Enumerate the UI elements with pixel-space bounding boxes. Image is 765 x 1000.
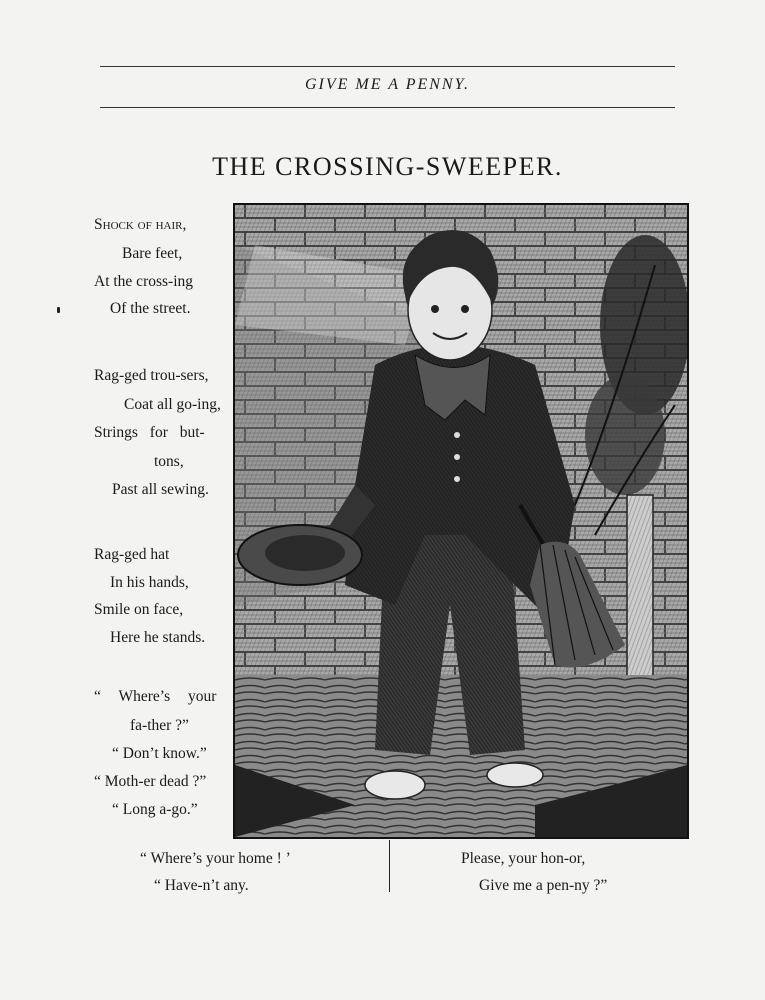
ink-speck <box>57 307 60 313</box>
poem-line: Of the street. <box>110 300 191 317</box>
poem-line: Smile on face, <box>94 601 184 618</box>
poem-line: tons, <box>154 453 184 470</box>
page-title: THE CROSSING-SWEEPER. <box>212 152 563 181</box>
engraving-svg <box>235 205 687 837</box>
crossing-sweeper-engraving <box>233 203 689 839</box>
running-head: GIVE ME A PENNY. <box>304 76 471 93</box>
poem-line: Rag-ged trou-sers, <box>94 367 209 384</box>
poem-line: At the cross-ing <box>94 273 194 290</box>
poem-line: Past all sewing. <box>112 481 209 498</box>
poem-line: “ Have-n’t any. <box>154 877 249 894</box>
poem-line: “ Long a-go.” <box>112 801 198 818</box>
column-divider <box>389 840 390 892</box>
poem-line: Please, your hon-or, <box>461 850 586 867</box>
poem-line: Shock of hair, <box>94 216 187 233</box>
poem-line: Here he stands. <box>110 629 206 646</box>
poem-line: fa-ther ?” <box>130 717 189 734</box>
poem-line: Rag-ged hat <box>94 546 170 563</box>
poem-line: Strings for but- <box>94 424 205 441</box>
header-rule-bottom <box>100 107 675 108</box>
poem-line: Bare feet, <box>122 245 183 262</box>
poem-line: In his hands, <box>110 574 189 591</box>
header-rule-top <box>100 66 675 67</box>
poem-line: “ Where’s your <box>94 688 217 705</box>
poem-line: “ Where’s your home ! ’ <box>140 850 291 867</box>
poem-line: “ Moth-er dead ?” <box>94 773 207 790</box>
poem-line: “ Don’t know.” <box>112 745 207 762</box>
poem-line: Give me a pen-ny ?” <box>479 877 608 894</box>
poem-line: Coat all go-ing, <box>124 396 221 413</box>
